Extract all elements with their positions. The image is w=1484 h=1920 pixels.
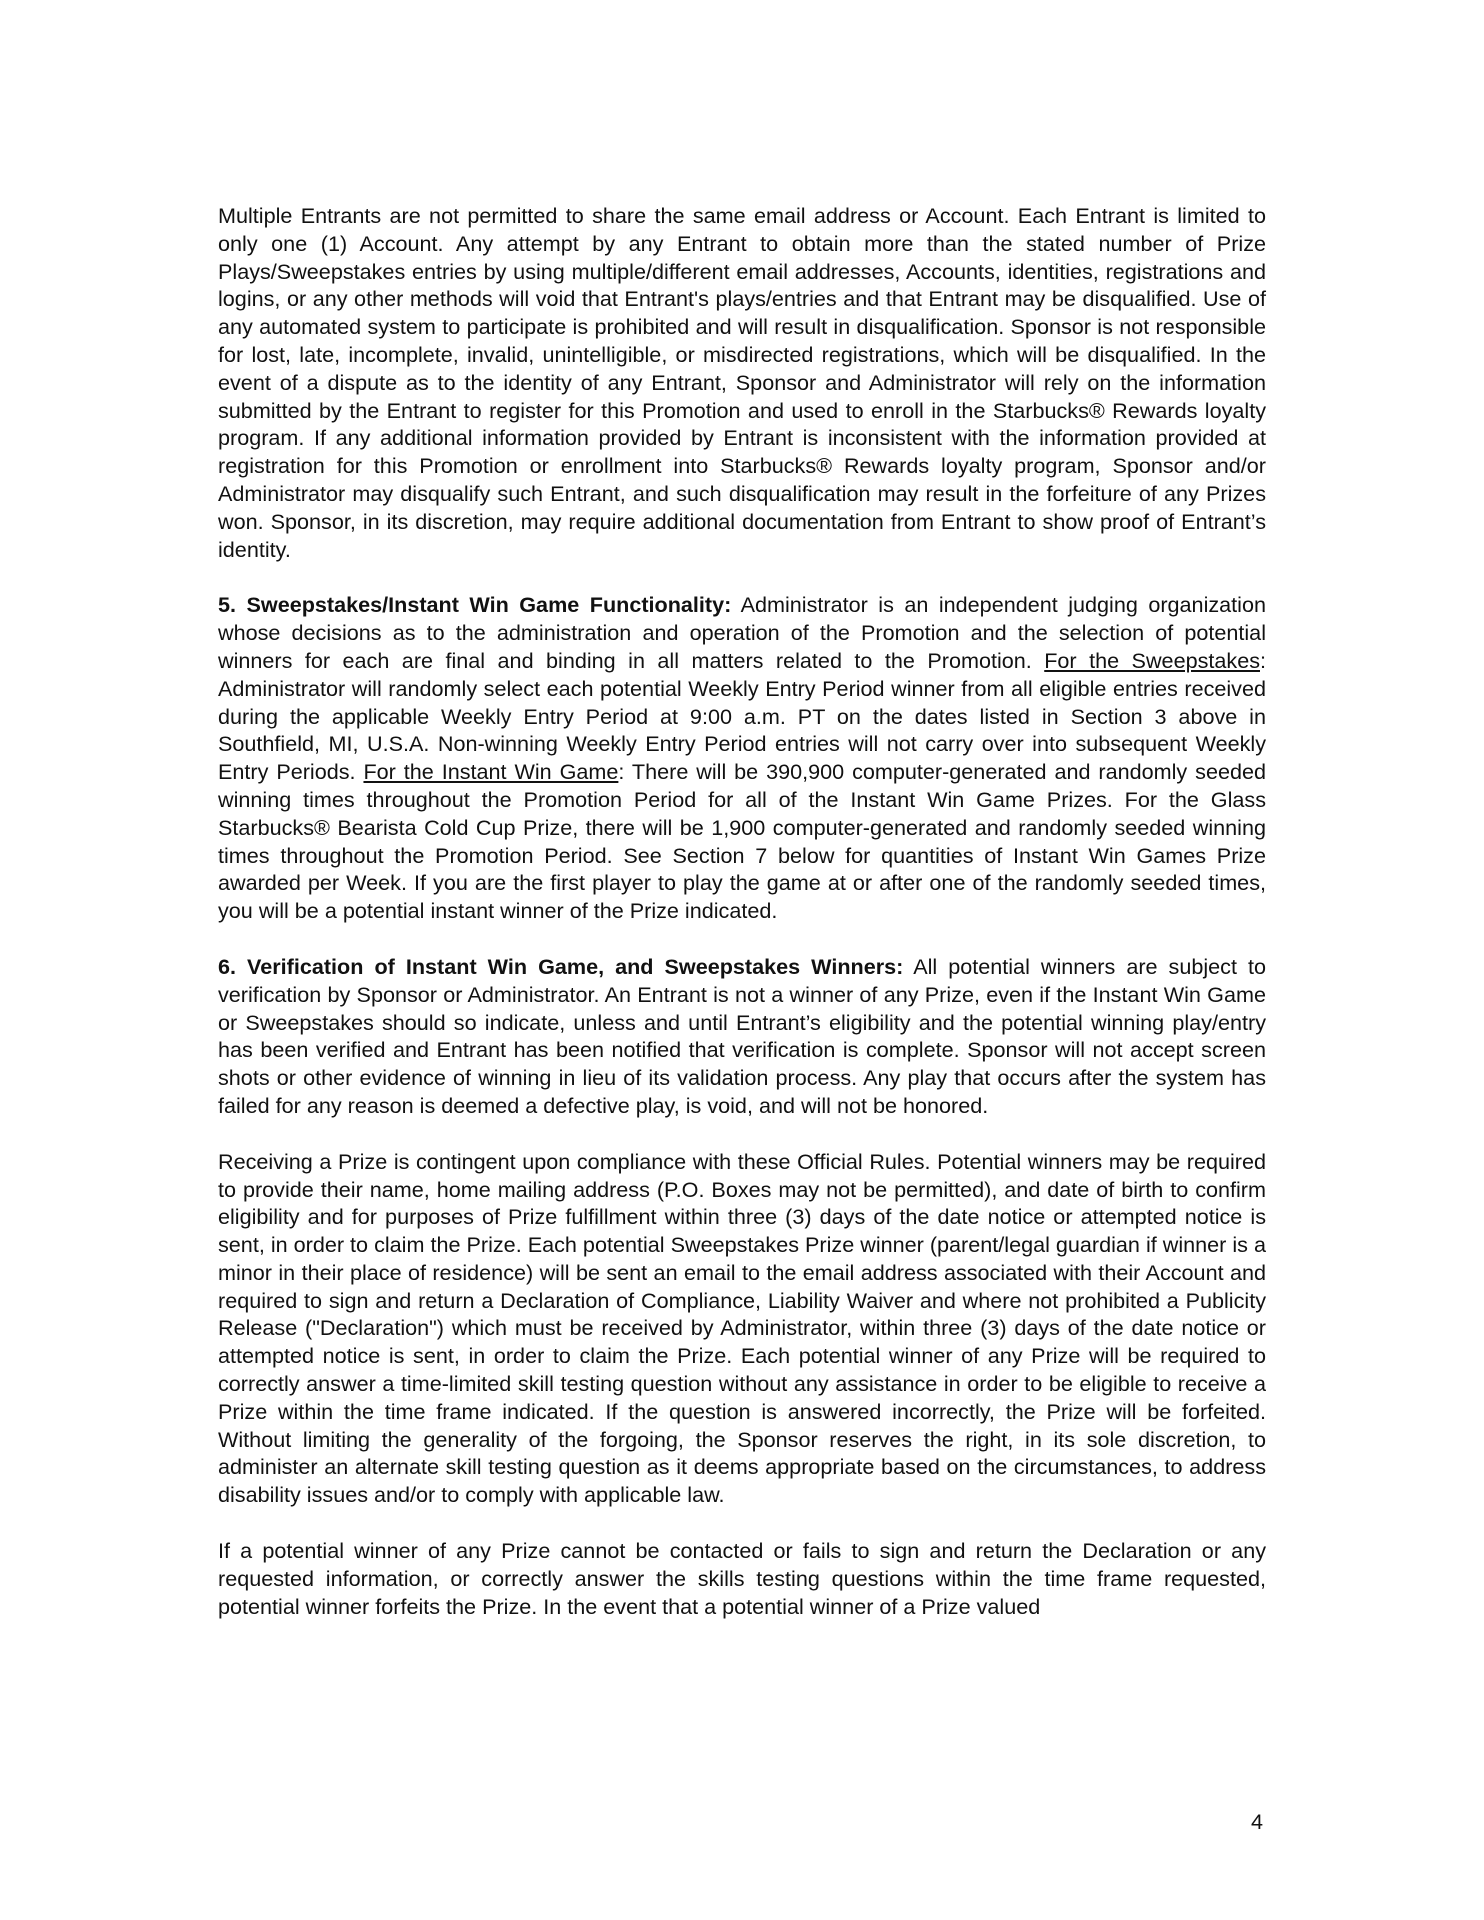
section-6-heading: 6. Verification of Instant Win Game, and Sweepstakes Winners: — [218, 953, 904, 979]
section-6-paragraph — [218, 953, 1266, 1120]
section-6-text: All potential winners are subject to verification by Sponsor or Administrator. An Entrant is not a winner of any Prize, even if the Instant Win Game or Sweepstakes should so indicate, unless and until Entrant’s eligibility and the potential winning play/entry has been verified and Entrant has been notified that verification is complete. Sponsor will not accept screen shots or other evidence of winning in lieu of its validation process. Any play that occurs after the system has failed for any reason is deemed a defective play, is void, and will not be honored. — [218, 953, 1266, 1118]
instant-win-label: For the Instant Win Game — [363, 759, 619, 785]
section-5-heading: 5. Sweepstakes/Instant Win Game Functionality: — [218, 592, 732, 618]
document-body — [218, 202, 1266, 1648]
section-5-text-intro: Administrator is an independent judging organization whose decisions as to the administration and operation of the Promotion and the selection of potential winners for each are final and binding in all matters related to the Promotion. — [218, 592, 1266, 673]
paragraph-prize-forfeit — [218, 1537, 1266, 1620]
paragraph-text: Receiving a Prize is contingent upon compliance with these Official Rules. Potential winners may be required to provide their name, home mailing address (P.O. Boxes may not be permitted), and date of birth to confirm eligibility and for purposes of Prize fulfillment within three (3) days of the date notice or attempted notice is sent, in order to claim the Prize. Each potential Sweepstakes Prize winner (parent/legal guardian if winner is a minor in their place of residence) will be sent an email to the email address associated with their Account and required to sign and return a Declaration of Compliance, Liability Waiver and where not prohibited a Publicity Release ("Declaration") which must be received by Administrator, within three (3) days of the date notice or attempted notice is sent, in order to claim the Prize. Each potential winner of any Prize will be required to correctly answer a time-limited skill testing question without any assistance in order to be eligible to receive a Prize within the time frame indicated. If the question is answered incorrectly, the Prize will be forfeited. Without limiting the generality of the forgoing, the Sponsor reserves the right, in its sole discretion, to administer an alternate skill testing question as it deems appropriate based on the circumstances, to address disability issues and/or to comply with applicable law. — [218, 1148, 1266, 1508]
paragraph-text: If a potential winner of any Prize cannot be contacted or fails to sign and return the Declaration or any requested information, or correctly answer the skills testing questions within the time frame requested, potential winner forfeits the Prize. In the event that a potential winner of a Prize valued — [218, 1538, 1266, 1619]
paragraph-text: Multiple Entrants are not permitted to share the same email address or Account. Each Entrant is limited to only one (1) Account. Any attempt by any Entrant to obtain more than the stated number of Prize Plays/Sweepstakes entries by using multiple/different email addresses, Accounts, identities, registrations and logins, or any other methods will void that Entrant's plays/entries and that Entrant may be disqualified. Use of any automated system to participate is prohibited and will result in disqualification. Sponsor is not responsible for lost, late, incomplete, invalid, unintelligible, or misdirected registrations, which will be disqualified. In the event of a dispute as to the identity of any Entrant, Sponsor and Administrator will rely on the information submitted by the Entrant to register for this Promotion and used to enroll in the Starbucks® Rewards loyalty program. If any additional information provided by Entrant is inconsistent with the information provided at registration for this Promotion or enrollment into Starbucks® Rewards loyalty program, Sponsor and/or Administrator may disqualify such Entrant, and such disqualification may result in the forfeiture of any Prizes won. Sponsor, in its discretion, may require additional documentation from Entrant to show proof of Entrant’s identity. — [218, 203, 1266, 562]
page-number: 4 — [1251, 1809, 1264, 1834]
section-5-paragraph — [218, 591, 1266, 925]
paragraph-prize-compliance — [218, 1148, 1266, 1509]
sweepstakes-label: For the Sweepstakes — [1044, 647, 1260, 673]
section-5-text-sweepstakes: : Administrator will randomly select each potential Weekly Entry Period winner from all eligible entries received during the applicable Weekly Entry Period at 9:00 a.m. PT on the dates listed in Section 3 above in Southfield, MI, U.S.A. Non-winning Weekly Entry Period entries will not carry over into subsequent Weekly Entry Periods. — [218, 647, 1266, 785]
paragraph-account-rules — [218, 202, 1266, 563]
section-5-text-instant-win: : There will be 390,900 computer-generated and randomly seeded winning times throughout the Promotion Period for all of the Instant Win Game Prizes. For the Glass Starbucks® Bearista Cold Cup Prize, there will be 1,900 computer-generated and randomly seeded winning times throughout the Promotion Period. See Section 7 below for quantities of Instant Win Games Prize awarded per Week. If you are the first player to play the game at or after one of the randomly seeded times, you will be a potential instant winner of the Prize indicated. — [218, 759, 1266, 924]
